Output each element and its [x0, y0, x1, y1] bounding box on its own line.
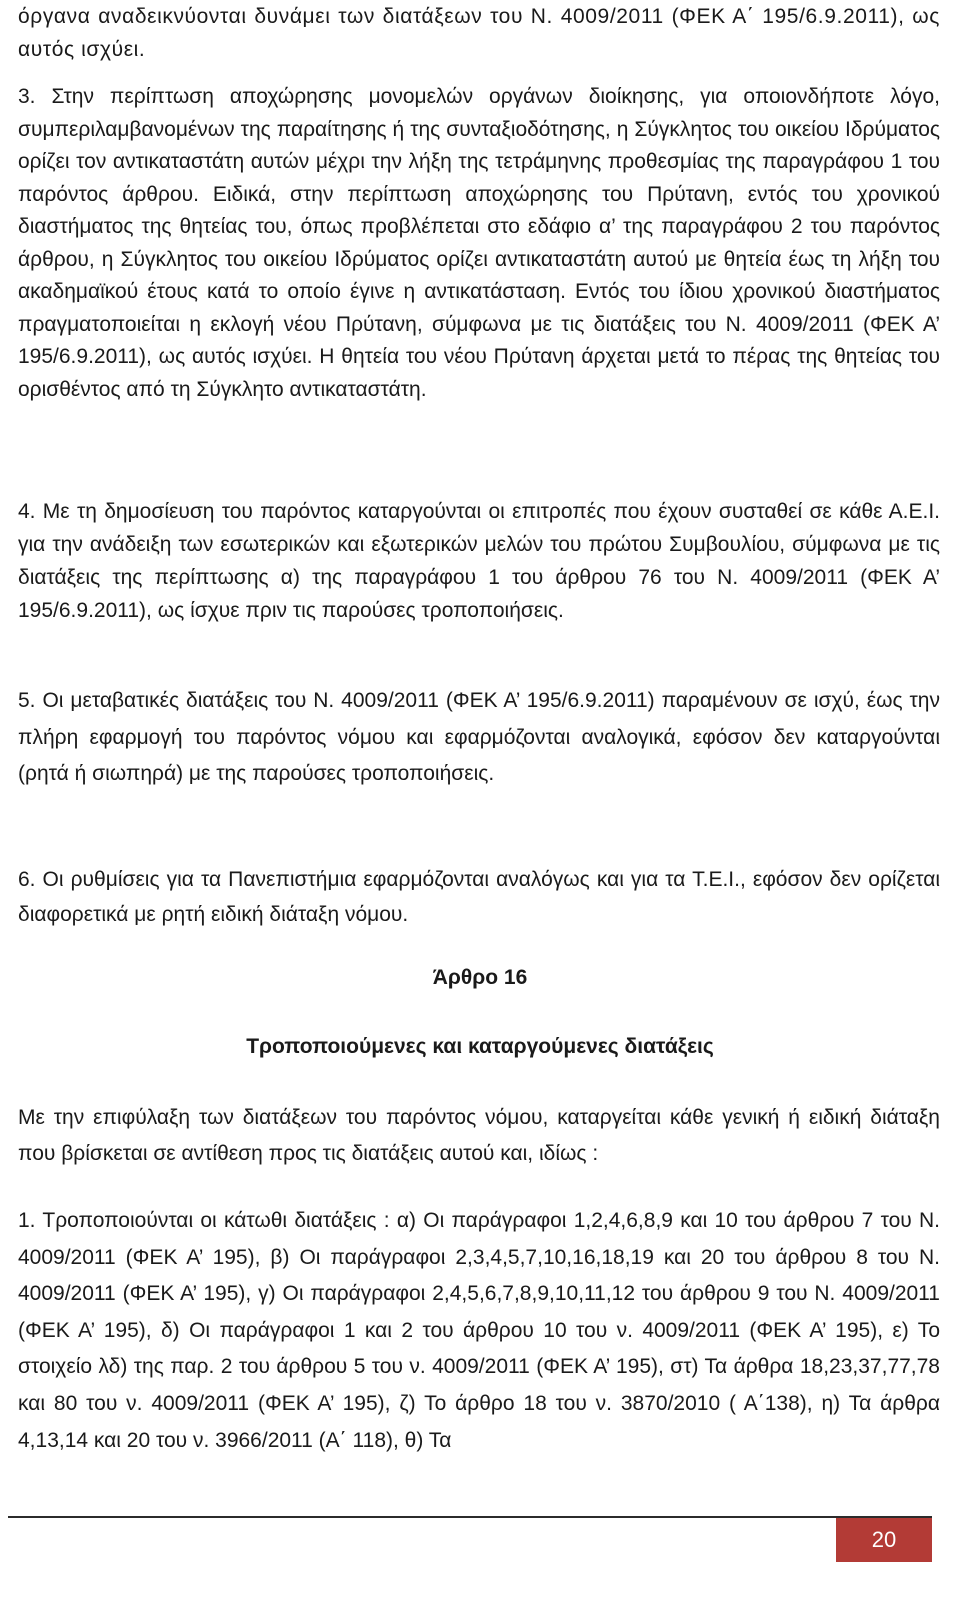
article-number-heading: Άρθρο 16: [432, 966, 528, 989]
footer-divider: [8, 1516, 932, 1518]
paragraph-6: 6. Οι ρυθμίσεις για τα Πανεπιστήμια εφαρμόζονται αναλόγως και για τα Τ.Ε.Ι., εφόσον δεν ορίζεται διαφορετικά με ρητή ειδική διάταξη νόμου.: [18, 868, 940, 926]
paragraph-4: 4. Με τη δημοσίευση του παρόντος καταργούνται οι επιτροπές που έχουν συσταθεί σε κάθε Α.Ε.Ι. για την ανάδειξη των εσωτερικών και εξωτερικών μελών του πρώτου Συμβουλίου, σύμφωνα με τις διατάξεις της περίπτωσης α) της παραγράφου 1 του άρθρου 76 του Ν. 4009/2011 (ΦΕΚ Α’ 195/6.9.2011), ως ίσχυε πριν τις παρούσες τροποποιήσεις.: [18, 500, 940, 622]
page-number-badge: 20: [836, 1518, 932, 1562]
paragraph-5: 5. Οι μεταβατικές διατάξεις του Ν. 4009/2011 (ΦΕΚ Α’ 195/6.9.2011) παραμένουν σε ισχύ, έως την πλήρη εφαρμογή του παρόντος νόμου και εφαρμόζονται αναλογικά, εφόσον δεν καταργούνται (ρητά ή σιωπηρά) με της παρούσες τροποποιήσεις.: [18, 689, 940, 785]
paragraph-3: 3. Στην περίπτωση αποχώρησης μονομελών οργάνων διοίκησης, για οποιονδήποτε λόγο, συμπεριλαμβανομένων της παραίτησης ή της συνταξιοδότησης, η Σύγκλητος του οικείου Ιδρύματος ορίζει τον αντικαταστάτη αυτών μέχρι την λήξη της τετράμηνης προθεσμίας της παραγράφου 1 του παρόντος άρθρου. Ειδικά, στην περίπτωση αποχώρησης του Πρύτανη, εντός του χρονικού διαστήματος της θητείας του, όπως προβλέπεται στο εδάφιο α’ της παραγράφου 2 του παρόντος άρθρου, η Σύγκλητος του οικείου Ιδρύματος ορίζει αντικαταστάτη αυτού με θητεία έως τη λήξη του ακαδημαϊκού έτους κατά το οποίο έγινε η αντικατάσταση. Εντός του ίδιου χρονικού διαστήματος πραγματοποιείται η εκλογή νέου Πρύτανη, σύμφωνα με τις διατάξεις του Ν. 4009/2011 (ΦΕΚ Α’ 195/6.9.2011), ως αυτός ισχύει. Η θητεία του νέου Πρύτανη άρχεται μετά το πέρας της θητείας του ορισθέντος από τη Σύγκλητο αντικαταστάτη.: [18, 85, 940, 401]
article-item-1-paragraph: 1. Τροποποιούνται οι κάτωθι διατάξεις : α) Οι παράγραφοι 1,2,4,6,8,9 και 10 του άρθρου 7 του Ν. 4009/2011 (ΦΕΚ Α’ 195), β) Οι παράγραφοι 2,3,4,5,7,10,16,18,19 και 20 του άρθρου 8 του Ν. 4009/2011 (ΦΕΚ Α’ 195), γ) Οι παράγραφοι 2,4,5,6,7,8,9,10,11,12 του άρθρου 9 του Ν. 4009/2011 (ΦΕΚ Α’ 195), δ) Οι παράγραφοι 1 και 2 του άρθρου 10 του ν. 4009/2011 (ΦΕΚ Α’ 195), ε) Το στοιχείο λδ) της παρ. 2 του άρθρου 5 του ν. 4009/2011 (ΦΕΚ Α’ 195), στ) Τα άρθρα 18,23,37,77,78 και 80 του ν. 4009/2011 (ΦΕΚ Α’ 195), ζ) Το άρθρο 18 του ν. 3870/2010 ( Α΄138), η) Τα άρθρα 4,13,14 και 20 του ν. 3966/2011 (Α΄ 118), θ) Τα: [18, 1209, 940, 1452]
paragraph-continuation: όργανα αναδεικνύονται δυνάμει των διατάξεων του Ν. 4009/2011 (ΦΕΚ Α΄ 195/6.9.2011), ως αυτός ισχύει.: [18, 5, 940, 61]
article-intro-paragraph: Με την επιφύλαξη των διατάξεων του παρόντος νόμου, καταργείται κάθε γενική ή ειδική διάταξη που βρίσκεται σε αντίθεση προς τις διατάξεις αυτού και, ιδίως :: [18, 1106, 940, 1165]
article-title-heading: Τροποποιούμενες και καταργούμενες διατάξεις: [246, 1035, 714, 1058]
